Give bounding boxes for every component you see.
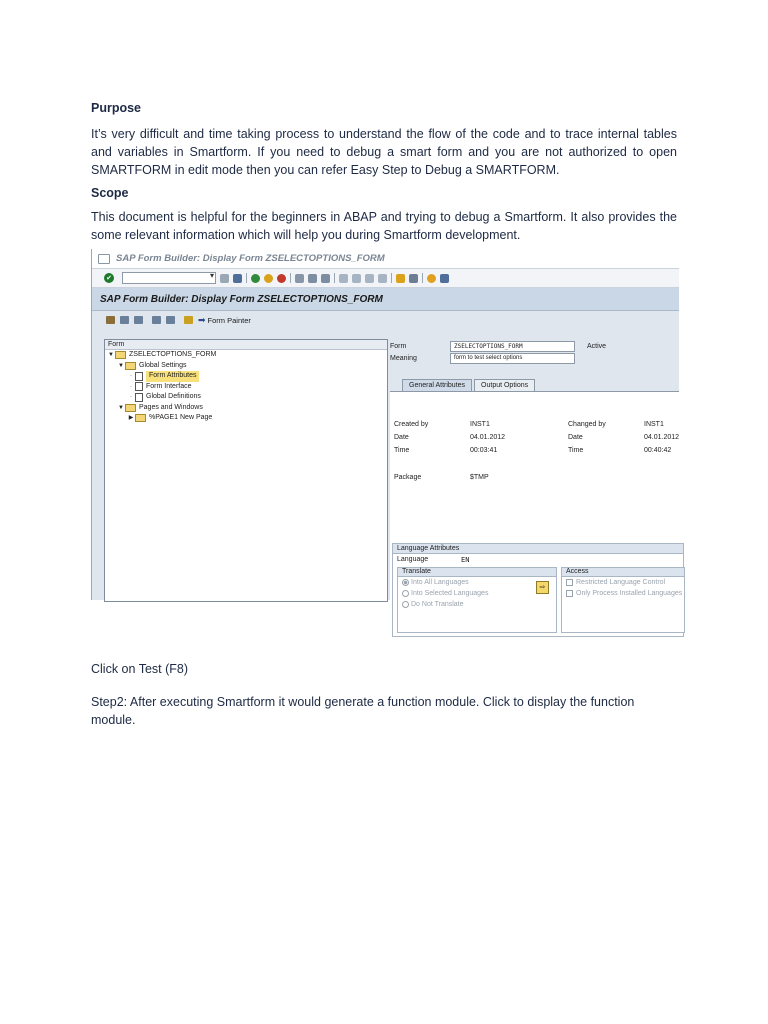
folder-icon bbox=[115, 351, 126, 359]
created-by-value: INST1 bbox=[470, 421, 490, 428]
access-option-label: Restricted Language Control bbox=[576, 579, 666, 586]
toolbar-separator bbox=[422, 273, 423, 283]
shortcut-icon[interactable] bbox=[409, 274, 418, 283]
cancel-icon[interactable] bbox=[277, 274, 286, 283]
translate-option[interactable] bbox=[398, 588, 556, 599]
last-page-icon[interactable] bbox=[378, 274, 387, 283]
previous-page-icon[interactable] bbox=[352, 274, 361, 283]
purpose-heading: Purpose bbox=[91, 101, 142, 115]
tree-node[interactable] bbox=[105, 392, 387, 403]
next-page-icon[interactable] bbox=[365, 274, 374, 283]
time-label: Time bbox=[394, 447, 410, 454]
tab-output-options[interactable]: Output Options bbox=[474, 379, 535, 391]
folder-icon bbox=[135, 414, 146, 422]
meaning-field[interactable]: form to test select options bbox=[450, 353, 575, 364]
language-row bbox=[397, 556, 469, 564]
toolbar-separator bbox=[246, 273, 247, 283]
language-value: EN bbox=[461, 556, 470, 564]
sap-form-builder-screenshot bbox=[91, 249, 683, 608]
sap-standard-toolbar bbox=[92, 269, 679, 288]
changed-time-value: 00:40:42 bbox=[644, 447, 672, 454]
exit-icon[interactable] bbox=[264, 274, 273, 283]
tree-leaf-dot-icon: · bbox=[130, 383, 132, 390]
tree-node-label: Pages and Windows bbox=[139, 403, 203, 411]
edit-pencil-icon[interactable] bbox=[106, 316, 115, 324]
tree-expand-arrow-icon[interactable]: ▼ bbox=[118, 362, 124, 369]
tree-node-label: Form Interface bbox=[146, 382, 192, 390]
package-value: $TMP bbox=[470, 474, 489, 481]
new-session-icon[interactable] bbox=[396, 274, 405, 283]
scope-heading: Scope bbox=[91, 186, 129, 200]
document-icon bbox=[135, 393, 143, 402]
translate-option[interactable] bbox=[398, 599, 556, 610]
toolbar-separator bbox=[334, 273, 335, 283]
language-selection-button[interactable]: ⇨ bbox=[536, 581, 549, 594]
tree-node-label: Global Settings bbox=[139, 361, 187, 369]
window-icon bbox=[98, 254, 110, 264]
translate-option-label: Do Not Translate bbox=[411, 601, 464, 608]
sap-main-area bbox=[92, 339, 683, 608]
folder-icon bbox=[125, 404, 136, 412]
checkbox-icon[interactable] bbox=[566, 579, 573, 586]
access-title: Access bbox=[562, 568, 684, 577]
sap-screen-title: SAP Form Builder: Display Form ZSELECTOPTIONS_FORM bbox=[100, 293, 383, 305]
meaning-row bbox=[390, 353, 575, 364]
sap-window-titlebar bbox=[92, 249, 679, 269]
date-label: Date bbox=[394, 434, 409, 441]
created-date-row bbox=[394, 434, 505, 441]
translate-option-label: Into All Languages bbox=[411, 579, 469, 586]
package-label: Package bbox=[394, 474, 422, 481]
sap-screen-header bbox=[92, 288, 679, 311]
tree-leaf-dot-icon: · bbox=[130, 373, 132, 379]
access-option[interactable] bbox=[562, 577, 684, 588]
language-label: Language bbox=[397, 556, 429, 563]
tree-node[interactable] bbox=[105, 350, 387, 361]
language-attributes-title: Language Attributes bbox=[393, 544, 683, 554]
created-time-value: 00:03:41 bbox=[470, 447, 498, 454]
radio-icon[interactable] bbox=[402, 590, 409, 597]
help-icon[interactable] bbox=[427, 274, 436, 283]
tree-node[interactable] bbox=[105, 371, 387, 382]
changed-time-row bbox=[568, 447, 671, 454]
enter-check-icon[interactable]: ✔ bbox=[104, 273, 114, 283]
form-label: Form bbox=[390, 343, 407, 350]
tree-header: Form bbox=[105, 340, 387, 350]
toolbar-separator bbox=[290, 273, 291, 283]
tree-leaf-dot-icon: · bbox=[130, 394, 132, 400]
created-date-value: 04.01.2012 bbox=[470, 434, 506, 441]
step2-text: Step2: After executing Smartform it would generate a function module. Click to display the function module. bbox=[91, 695, 635, 727]
form-painter-button[interactable]: Form Painter bbox=[207, 315, 251, 325]
tree-nodes bbox=[105, 350, 387, 424]
folder-icon bbox=[125, 362, 136, 370]
changed-date-row bbox=[568, 434, 679, 441]
toolbar-separator bbox=[391, 273, 392, 283]
click-test-text: Click on Test (F8) bbox=[91, 662, 189, 676]
tab-general-attributes[interactable]: General Attributes bbox=[402, 379, 472, 391]
tree-node[interactable] bbox=[105, 361, 387, 372]
arrow-right-icon: ➡ bbox=[198, 314, 206, 325]
find-icon[interactable] bbox=[308, 274, 317, 283]
form-painter-icon[interactable] bbox=[184, 316, 193, 324]
radio-selected-icon[interactable] bbox=[402, 579, 409, 586]
form-row bbox=[390, 341, 606, 352]
created-by-label: Created by bbox=[394, 421, 429, 428]
radio-icon[interactable] bbox=[402, 601, 409, 608]
tree-node[interactable] bbox=[105, 413, 387, 424]
tab-strip bbox=[402, 379, 537, 391]
purpose-paragraph: It’s very difficult and time taking process to understand the flow of the code and to trace internal tables and variables in Smartform. If you need to debug a smart form and you are not authorized to open SMARTFORM in edit mode then you can refer Easy Step to Debug a SMARTFORM. bbox=[91, 127, 677, 177]
tree-node[interactable] bbox=[105, 382, 387, 393]
date-label: Date bbox=[568, 434, 583, 441]
scope-paragraph: This document is helpful for the beginners in ABAP and trying to debug a Smartform. It also provides the some relevant information which will help you during Smartform development. bbox=[91, 210, 677, 242]
package-row bbox=[394, 474, 489, 481]
tree-node-label: Global Definitions bbox=[146, 393, 201, 400]
activate-icon[interactable] bbox=[166, 316, 175, 324]
changed-date-value: 04.01.2012 bbox=[644, 434, 680, 441]
translate-option[interactable] bbox=[398, 577, 556, 588]
tree-node-label: ZSELECTOPTIONS_FORM bbox=[129, 351, 217, 358]
document-icon bbox=[135, 372, 143, 381]
back-arrow-icon[interactable] bbox=[220, 274, 229, 283]
tree-expand-arrow-icon[interactable]: ▼ bbox=[118, 404, 124, 411]
sap-application-toolbar bbox=[92, 311, 679, 329]
command-field[interactable] bbox=[122, 272, 216, 284]
created-by-row bbox=[394, 421, 490, 428]
access-group bbox=[561, 567, 685, 633]
print-icon[interactable] bbox=[295, 274, 304, 283]
form-details-panel bbox=[388, 339, 683, 608]
form-tree-panel bbox=[104, 339, 388, 602]
language-attributes-box bbox=[392, 543, 684, 637]
meaning-label: Meaning bbox=[390, 355, 417, 362]
translate-group bbox=[397, 567, 557, 633]
document-icon bbox=[135, 382, 143, 391]
tree-expand-arrow-icon[interactable]: ▶ bbox=[128, 415, 134, 421]
status-text: Active bbox=[587, 343, 607, 350]
created-time-row bbox=[394, 447, 497, 454]
tree-node-label: %PAGE1 New Page bbox=[149, 414, 213, 421]
display-change-icon[interactable] bbox=[120, 316, 129, 324]
test-icon[interactable] bbox=[152, 316, 161, 324]
form-name-field[interactable]: ZSELECTOPTIONS_FORM bbox=[450, 341, 575, 352]
checkbox-icon[interactable] bbox=[566, 590, 573, 597]
access-option[interactable] bbox=[562, 588, 684, 599]
tree-node[interactable] bbox=[105, 403, 387, 414]
save-icon[interactable] bbox=[233, 274, 242, 283]
customize-layout-icon[interactable] bbox=[440, 274, 449, 283]
check-icon[interactable] bbox=[134, 316, 143, 324]
sap-window-title: SAP Form Builder: Display Form ZSELECTOPTIONS_FORM bbox=[116, 253, 385, 264]
tree-node-label: Form Attributes bbox=[146, 371, 199, 382]
access-option-label: Only Process Installed Languages bbox=[576, 590, 683, 597]
first-page-icon[interactable] bbox=[339, 274, 348, 283]
find-next-icon[interactable] bbox=[321, 274, 330, 283]
changed-by-label: Changed by bbox=[568, 421, 606, 428]
changed-by-row bbox=[568, 421, 664, 428]
back-icon[interactable] bbox=[251, 274, 260, 283]
translate-option-label: Into Selected Languages bbox=[411, 590, 489, 597]
time-label: Time bbox=[568, 447, 584, 454]
translate-title: Translate bbox=[398, 568, 556, 577]
changed-by-value: INST1 bbox=[644, 421, 664, 428]
tree-expand-arrow-icon[interactable]: ▼ bbox=[108, 352, 114, 358]
